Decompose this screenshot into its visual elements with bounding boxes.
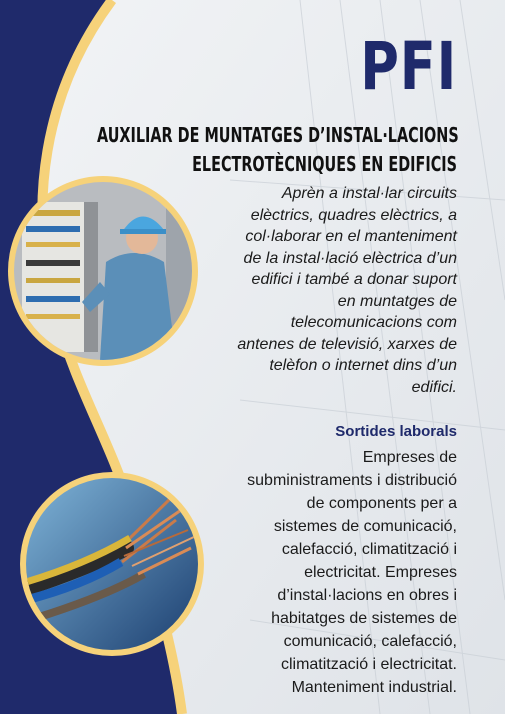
sortides-line: Empreses de bbox=[362, 449, 457, 466]
course-title-line: AUXILIAR DE MUNTATGES D’INSTAL·LACIONS bbox=[97, 123, 459, 147]
description-line: Aprèn a instal·lar circuits bbox=[281, 185, 457, 202]
description-line: edifici. bbox=[411, 378, 457, 396]
description-line: de la instal·lació elèctrica d’un bbox=[243, 249, 457, 267]
description-line: telecomunicacions com bbox=[290, 314, 457, 331]
sortides-line: d’instal·lacions en obres i bbox=[277, 587, 457, 604]
description-line: edifici i també a donar suport bbox=[251, 271, 457, 288]
sortides-heading: Sortides laborals bbox=[335, 423, 457, 440]
description-line: col·laborar en el manteniment bbox=[245, 228, 457, 245]
sortides-line: habitatges de sistemes de bbox=[271, 610, 457, 627]
course-title bbox=[97, 121, 457, 179]
description-line: antenes de televisió, xarxes de bbox=[237, 335, 457, 353]
course-title-line: ELECTROTÈCNIQUES EN EDIFICIS bbox=[192, 152, 457, 176]
sortides-line: sistemes de comunicació, bbox=[273, 518, 457, 535]
brand-title: PFI bbox=[360, 28, 457, 105]
description-line: elèctrics, quadres elèctrics, a bbox=[250, 206, 457, 224]
course-description bbox=[207, 183, 457, 398]
description-line: telèfon o internet dins d’un bbox=[269, 357, 457, 374]
cables-photo bbox=[26, 478, 198, 650]
sortides-description bbox=[197, 446, 457, 699]
sortides-line: comunicació, calefacció, bbox=[283, 633, 457, 650]
sortides-line: Manteniment industrial. bbox=[291, 679, 457, 696]
electrician-photo bbox=[14, 182, 192, 360]
description-line: en muntatges de bbox=[337, 292, 457, 310]
sortides-line: de components per a bbox=[306, 495, 457, 512]
sortides-line: climatització i electricitat. bbox=[280, 656, 457, 673]
sortides-line: subministraments i distribució bbox=[247, 472, 457, 489]
sortides-line: calefacció, climatització i bbox=[281, 541, 457, 558]
sortides-line: electricitat. Empreses bbox=[304, 564, 457, 581]
